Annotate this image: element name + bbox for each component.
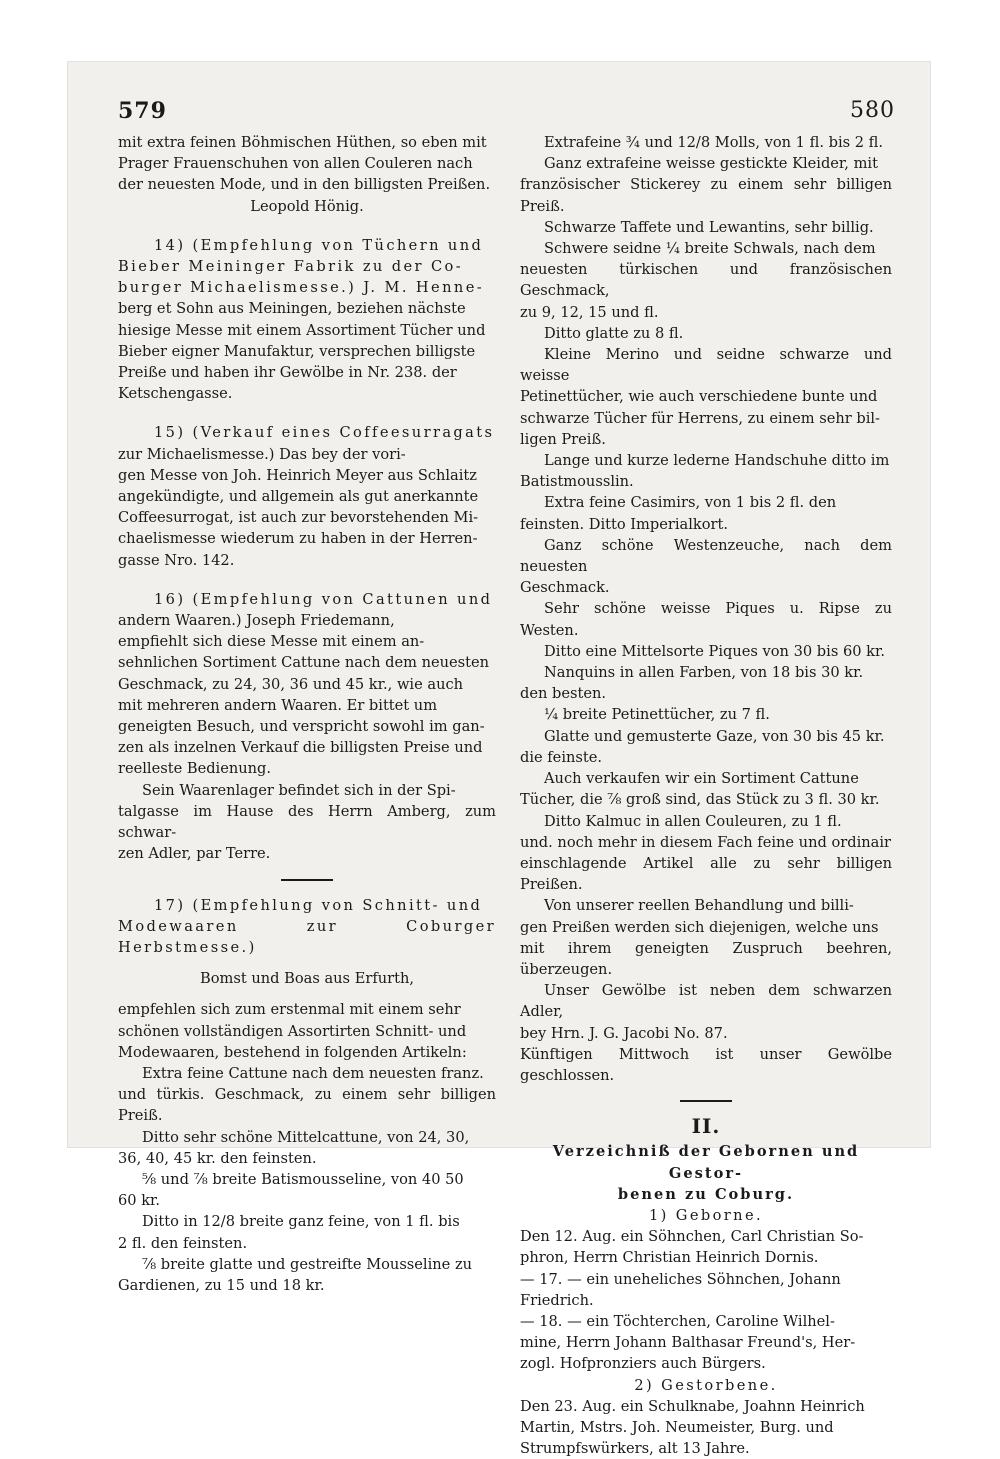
register-entry: Martin, Mstrs. Joh. Neumeister, Burg. und: [520, 1418, 834, 1436]
merchant-name: Bomst und Boas aus Erfurth,: [200, 970, 414, 988]
text-line: Kleine Merino und seidne schwarze und weisse: [520, 346, 892, 385]
text-line: Nanquins in allen Farben, von 18 bis 30 kr.: [544, 664, 864, 682]
text-line: Modewaaren, bestehend in folgenden Artikeln:: [118, 1043, 467, 1061]
text-line: feinsten. Ditto Imperialkort.: [520, 515, 728, 533]
text-line: und. noch mehr in diesem Fach feine und ordinair: [520, 833, 891, 851]
ad-heading: burger Michaelismesse.) J. M. Henne-: [118, 279, 485, 297]
text-line: Extra feine Cattune nach dem neuesten franz.: [142, 1064, 484, 1082]
text-line: ligen Preiß.: [520, 430, 606, 448]
ad-heading: Bieber Meininger Fabrik zu der Co-: [118, 258, 464, 276]
text-line: Schwere seidne ¼ breite Schwals, nach dem: [544, 240, 876, 258]
text-line: gen Preißen werden sich diejenigen, welche uns: [520, 918, 879, 936]
text-line: schwarze Tücher für Herrens, zu einem sehr bil-: [520, 409, 880, 427]
text-line: berg et Sohn aus Meiningen, beziehen nächste: [118, 300, 466, 318]
text-line: Sehr schöne weisse Piques u. Ripse zu Westen.: [520, 600, 892, 639]
text-line: zen als inzelnen Verkauf die billigsten Preise und: [118, 739, 483, 757]
register-entry: phron, Herrn Christian Heinrich Dornis.: [520, 1249, 819, 1267]
text-line: zu 9, 12, 15 und fl.: [520, 303, 659, 321]
text-line: Lange und kurze lederne Handschuhe ditto im: [544, 452, 890, 470]
text-line: zen Adler, par Terre.: [118, 845, 271, 863]
register-entry: — 17. — ein uneheliches Söhnchen, Johann: [520, 1270, 841, 1288]
text-line: Geschmack.: [520, 579, 610, 597]
text-line: Schwarze Taffete und Lewantins, sehr billig.: [544, 218, 874, 236]
text-line: ¼ breite Petinettücher, zu 7 fl.: [544, 706, 770, 724]
text-line: ⅞ breite glatte und gestreifte Mousseline zu: [142, 1255, 473, 1273]
text-line: Extrafeine ¾ und 12/8 Molls, von 1 fl. bis 2 fl.: [544, 134, 884, 151]
section-number: II.: [691, 1114, 721, 1139]
text-line: empfiehlt sich diese Messe mit einem an-: [118, 633, 425, 651]
text-line: Geschmack, zu 24, 30, 36 und 45 kr., wie auch: [118, 675, 464, 693]
page-number-left: 579: [118, 98, 167, 124]
subsection-heading: 2) Gestorbene.: [634, 1376, 778, 1394]
register-entry: zogl. Hofpronziers auch Bürgers.: [520, 1355, 766, 1373]
text-line: Tücher, die ⅞ groß sind, das Stück zu 3 fl. 30 kr.: [520, 791, 880, 809]
text-line: mit ihrem geneigten Zuspruch beehren, überzeugen.: [520, 939, 892, 978]
text-line: Gardienen, zu 15 und 18 kr.: [118, 1276, 325, 1294]
text-line: Sein Waarenlager befindet sich in der Spi-: [142, 781, 456, 799]
text-line: ⅝ und ⅞ breite Batismousseline, von 40 50: [142, 1170, 464, 1188]
text-line: geneigten Besuch, und verspricht sowohl im gan-: [118, 718, 485, 736]
text-line: Auch verkaufen wir ein Sortiment Cattune: [544, 770, 859, 788]
register-entry: — 18. — ein Töchterchen, Caroline Wilhel-: [520, 1312, 835, 1330]
text-line: schönen vollständigen Assortirten Schnitt- und: [118, 1022, 467, 1040]
text-line: Prager Frauenschuhen von allen Couleren nach: [118, 155, 473, 173]
ad-heading: 16) (Empfehlung von Cattunen und: [154, 590, 493, 608]
text-line: chaelismesse wiederum zu haben in der Herren-: [118, 530, 478, 548]
text-line: Ditto Kalmuc in allen Couleuren, zu 1 fl.: [544, 812, 842, 830]
text-line: Preiße und haben ihr Gewölbe in Nr. 238. der: [118, 364, 457, 382]
text-line: Ketschengasse.: [118, 385, 233, 403]
register-entry: mine, Herrn Johann Balthasar Freund's, Her-: [520, 1334, 856, 1352]
text-line: Ditto in 12/8 breite ganz feine, von 1 fl. bis: [142, 1213, 460, 1231]
text-line: Glatte und gemusterte Gaze, von 30 bis 45 kr.: [544, 727, 885, 745]
text-line: 2 fl. den feinsten.: [118, 1234, 248, 1252]
text-line: Batistmousslin.: [520, 473, 634, 491]
text-line: Ganz schöne Westenzeuche, nach dem neuesten: [520, 536, 892, 576]
text-line: zur Michaelismesse.) Das bey der vori-: [118, 445, 406, 463]
text-line: der neuesten Mode, und in den billigsten Preißen.: [118, 176, 491, 194]
text-line: mit extra feinen Böhmischen Hüthen, so eben mit: [118, 134, 487, 151]
text-line: reelleste Bedienung.: [118, 760, 272, 778]
text-line: hiesige Messe mit einem Assortiment Tücher und: [118, 321, 486, 339]
text-line: sehnlichen Sortiment Cattune nach dem neuesten: [118, 654, 490, 672]
text-line: gen Messe von Joh. Heinrich Meyer aus Schlaitz: [118, 466, 477, 484]
text-line: neuesten türkischen und französischen Geschmack,: [520, 261, 892, 300]
ad-heading: 14) (Empfehlung von Tüchern und: [154, 236, 484, 254]
text-line: Ditto eine Mittelsorte Piques von 30 bis 60 kr.: [544, 642, 886, 660]
text-line: Petinettücher, wie auch verschiedene bunte und: [520, 388, 878, 406]
text-line: den besten.: [520, 685, 607, 703]
ad-heading: Modewaaren zur Coburger Herbstmesse.): [118, 917, 496, 956]
register-entry: Den 23. Aug. ein Schulknabe, Joahnn Heinrich: [520, 1397, 865, 1415]
text-line: Bieber eigner Manufaktur, versprechen billigste: [118, 342, 476, 360]
text-line: Ganz extrafeine weisse gestickte Kleider, mit: [544, 155, 878, 173]
register-entry: Strumpfswürkers, alt 13 Jahre.: [520, 1440, 750, 1458]
right-column: [520, 132, 892, 1459]
text-line: Unser Gewölbe ist neben dem schwarzen Adler,: [520, 982, 892, 1021]
signature: Leopold Hönig.: [250, 197, 364, 215]
text-line: einschlagende Artikel alle zu sehr billigen Preißen.: [520, 854, 892, 894]
text-line: angekündigte, und allgemein als gut anerkannte: [118, 488, 479, 506]
text-line: Ditto sehr schöne Mittelcattune, von 24, 30,: [142, 1128, 470, 1146]
left-column: [118, 132, 496, 1296]
separator-rule: [281, 879, 333, 881]
text-line: Coffeesurrogat, ist auch zur bevorstehenden Mi-: [118, 509, 479, 527]
text-line: gasse Nro. 142.: [118, 551, 235, 569]
section-title: Verzeichniß der Gebornen und Gestor-: [552, 1143, 860, 1182]
ad-heading: 15) (Verkauf eines Coffeesurragats: [154, 424, 495, 442]
register-entry: Friedrich.: [520, 1291, 594, 1309]
text-line: die feinste.: [520, 748, 603, 766]
text-line: Künftigen Mittwoch ist unser Gewölbe geschlossen.: [520, 1045, 892, 1084]
text-line: empfehlen sich zum erstenmal mit einem sehr: [118, 1001, 461, 1019]
text-line: Ditto glatte zu 8 fl.: [544, 324, 684, 342]
ad-heading: 17) (Empfehlung von Schnitt- und: [154, 896, 483, 914]
text-line: Extra feine Casimirs, von 1 bis 2 fl. den: [544, 494, 837, 512]
text-line: bey Hrn. J. G. Jacobi No. 87.: [520, 1024, 728, 1042]
page-number-right: 580: [850, 98, 895, 123]
text-line: und türkis. Geschmack, zu einem sehr billigen Preiß.: [118, 1086, 496, 1125]
separator-rule: [680, 1100, 732, 1102]
text-line: 36, 40, 45 kr. den feinsten.: [118, 1149, 317, 1167]
text-line: französischer Stickerey zu einem sehr billigen Preiß.: [520, 176, 892, 215]
text-line: andern Waaren.) Joseph Friedemann,: [118, 612, 395, 630]
text-line: talgasse im Hause des Herrn Amberg, zum schwar-: [118, 802, 496, 842]
text-line: mit mehreren andern Waaren. Er bittet um: [118, 696, 438, 714]
text-line: Von unserer reellen Behandlung und billi-: [544, 897, 854, 915]
section-title: benen zu Coburg.: [617, 1185, 795, 1203]
subsection-heading: 1) Geborne.: [648, 1206, 764, 1224]
register-entry: Den 12. Aug. ein Söhnchen, Carl Christian So-: [520, 1228, 864, 1246]
text-line: 60 kr.: [118, 1192, 161, 1210]
